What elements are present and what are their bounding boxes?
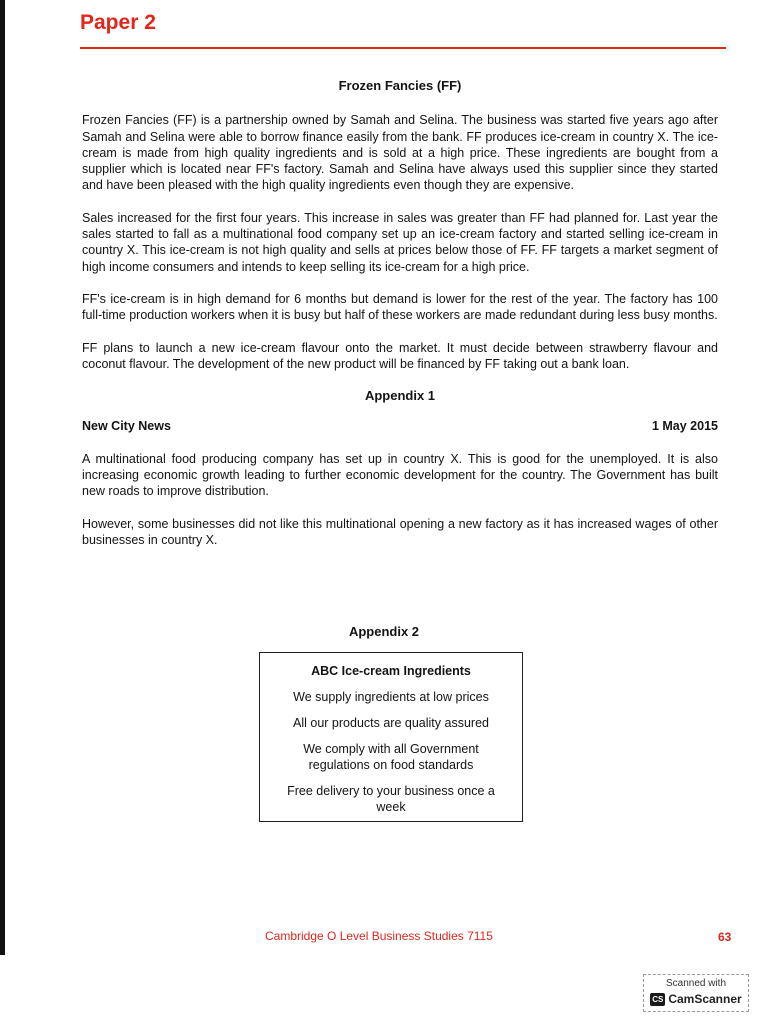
document-body — [82, 78, 718, 564]
case-paragraph: FF plans to launch a new ice-cream flavour onto the market. It must decide between strawberry flavour and coconut flavour. The development of the new product will be financed by FF taking out a bank loan. — [82, 340, 718, 371]
case-paragraph: Sales increased for the first four years. This increase in sales was greater than FF had planned for. Last year the sales started to fall as a multinational food company set up an ice-cream factory and started selling ice-cream in country X. This ice-cream is not high quality and sells at prices below those of FF. FF targets a market segment of high income consumers and intends to keep selling its ice-cream for a high price. — [82, 210, 718, 274]
news-date: 1 May 2015 — [651, 419, 718, 434]
camscanner-brand — [644, 992, 748, 1006]
page-number: 63 — [718, 930, 732, 944]
news-paragraph: However, some businesses did not like this multinational opening a new factory as it has increased wages of other businesses in country X. — [82, 516, 718, 547]
case-paragraph: FF's ice-cream is in high demand for 6 months but demand is lower for the rest of the year. The factory has 100 full-time production workers when it is busy but half of these workers are made redundant during less busy months. — [82, 291, 718, 323]
case-paragraph: Frozen Fancies (FF) is a partnership owned by Samah and Selina. The business was started five years ago after Samah and Selina were able to borrow finance easily from the bank. FF produces ice-cream in country X. The ice-cream is made from high quality ingredients and is sold at a high price. These ingredients are bought from a supplier which is located near FF's factory. Samah and Selina have always used this supplier since they started and have been pleased with the high quality ingredients even though they are expensive. — [82, 113, 718, 193]
camscanner-watermark — [643, 974, 749, 1012]
scanned-with-label: Scanned with — [665, 978, 727, 989]
advert-item: Free delivery to your business once a week — [287, 784, 495, 814]
advert-item: All our products are quality assured — [293, 716, 489, 730]
footer-book-title: Cambridge O Level Business Studies 7115 — [265, 929, 493, 943]
paper-label: Paper 2 — [80, 11, 156, 34]
scan-edge-bar — [0, 0, 5, 955]
news-source: New City News — [82, 419, 171, 434]
appendix-1-title: Appendix 1 — [364, 388, 436, 404]
advert-box — [259, 652, 523, 822]
news-header — [82, 418, 718, 434]
camscanner-logo-icon: CS — [652, 994, 664, 1004]
case-title: Frozen Fancies (FF) — [338, 78, 462, 93]
appendix-2-title: Appendix 2 — [348, 624, 420, 639]
advert-item: We supply ingredients at low prices — [293, 690, 489, 704]
advert-item: We comply with all Government regulations on food standards — [303, 742, 479, 772]
advert-title: ABC Ice-cream Ingredients — [311, 664, 471, 678]
header-rule — [80, 47, 726, 49]
news-paragraph: A multinational food producing company has set up in country X. This is good for the unemployed. It is also increasing economic growth leading to further economic development for the country. The Government has built new roads to improve distribution. — [82, 451, 718, 499]
camscanner-name: CamScanner — [668, 992, 742, 1006]
